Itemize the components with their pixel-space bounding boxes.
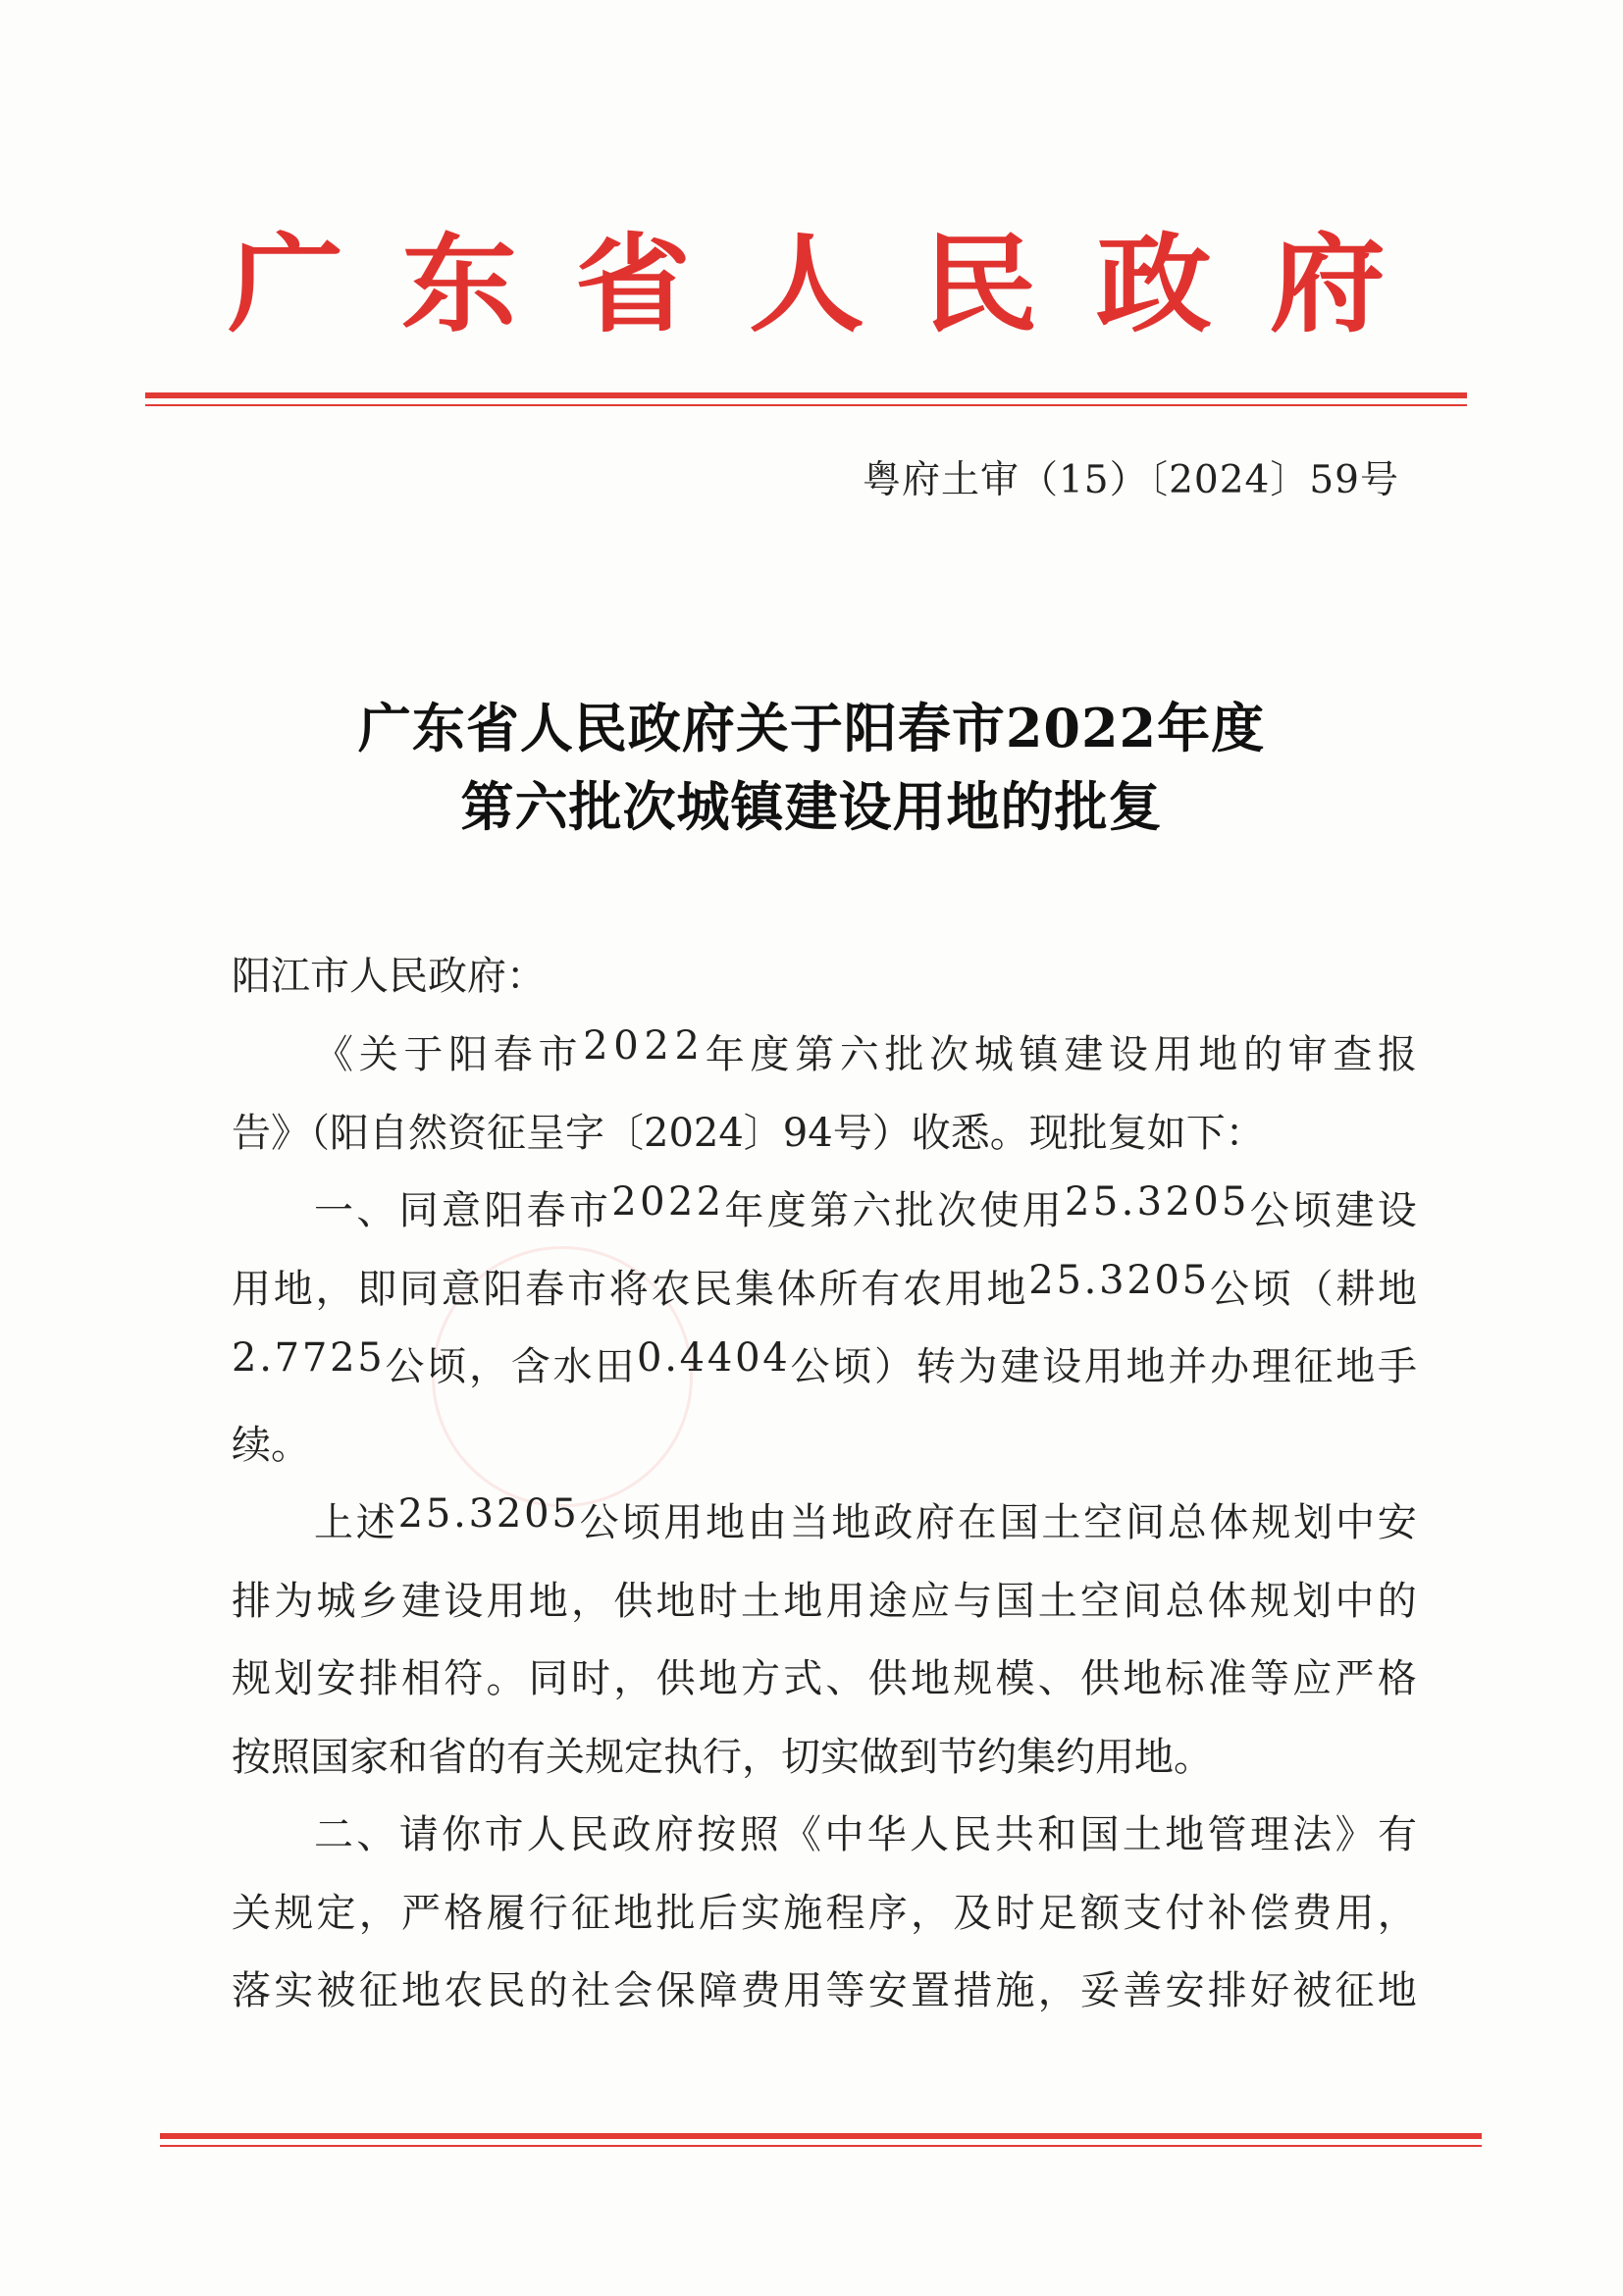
body-line: 《 关 于 阳 春 市 2 0 2 2 年 度 第 六 批 次 城 镇 建 设 用 地 的 审 查 报 [314, 1023, 1417, 1077]
body-line: 上 述 2 5 . 3 2 0 5 公 顷 用 地 由 当 地 政 府 在 国 土 空 间 总 体 规 划 中 安 [314, 1491, 1417, 1545]
body-line: 续。 [232, 1423, 310, 1468]
document-number: 粤府土审（15）〔2024〕59号 [862, 458, 1399, 502]
letterhead-char: 政 [1095, 221, 1212, 347]
body-line: 用 地 ， 即 同 意 阳 春 市 将 农 民 集 体 所 有 农 用 地 2 5 . 3 2 0 5 公 顷 （ 耕 地 [232, 1258, 1417, 1312]
letterhead-divider [145, 392, 1467, 398]
document-title-line-2: 第六批次城镇建设用地的批复 [460, 775, 1163, 838]
letterhead-char: 东 [400, 221, 517, 347]
body-line: 告》（阳自然资征呈字〔2024〕94号）收悉。现批复如下： [232, 1111, 1265, 1156]
body-line: 规 划 安 排 相 符 。 同 时 ， 供 地 方 式 、 供 地 规 模 、 供 地 标 准 等 应 严 格 [232, 1656, 1417, 1701]
document-title-line-1: 广东省人民政府关于阳春市2022年度 [357, 697, 1266, 759]
body-line: 二 、 请 你 市 人 民 政 府 按 照 《 中 华 人 民 共 和 国 土 地 管 理 法 》 有 [314, 1812, 1417, 1857]
body-line: 落 实 被 征 地 农 民 的 社 会 保 障 费 用 等 安 置 措 施 ， 妥 善 安 排 好 被 征 地 [232, 1968, 1417, 2013]
addressee: 阳江市人民政府： [232, 954, 546, 999]
letterhead-char: 人 [748, 221, 864, 347]
body-line: 2 . 7 7 2 5 公 顷 ， 含 水 田 0 . 4 4 0 4 公 顷 ） 转 为 建 设 用 地 并 办 理 征 地 手 [232, 1335, 1417, 1389]
body-line: 按照国家和省的有关规定执行，切实做到节约集约用地。 [232, 1735, 1213, 1780]
letterhead-char: 广 [228, 221, 344, 347]
footer-divider-thin [160, 2145, 1482, 2147]
body-line: 一 、 同 意 阳 春 市 2 0 2 2 年 度 第 六 批 次 使 用 2 5 . 3 2 0 5 公 顷 建 设 [314, 1179, 1417, 1233]
letterhead-char: 民 [921, 221, 1038, 347]
letterhead-divider-thin [145, 404, 1467, 406]
letterhead-char: 省 [574, 221, 691, 347]
body-line: 排 为 城 乡 建 设 用 地 ， 供 地 时 土 地 用 途 应 与 国 土 空 间 总 体 规 划 中 的 [232, 1579, 1417, 1624]
footer-divider [160, 2133, 1482, 2139]
body-line: 关 规 定 ， 严 格 履 行 征 地 批 后 实 施 程 序 ， 及 时 足 额 支 付 补 偿 费 用 ， [232, 1891, 1417, 1936]
letterhead-char: 府 [1269, 221, 1386, 347]
letterhead-issuer [228, 221, 1386, 347]
